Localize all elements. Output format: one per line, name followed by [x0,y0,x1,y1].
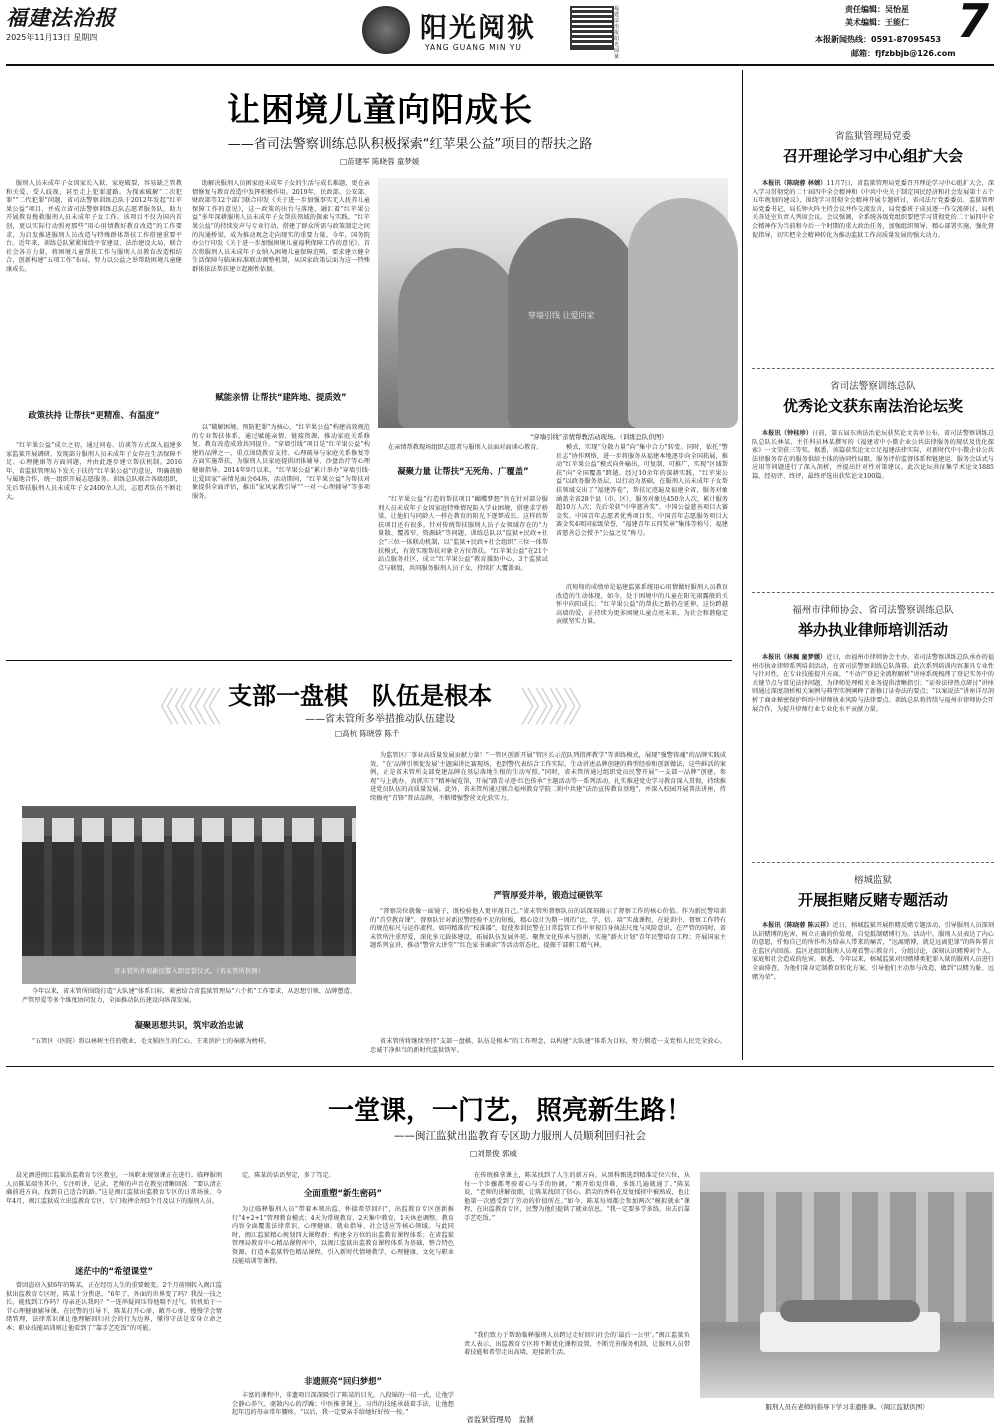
article1-photo-caption: “穿墙引线”亲情帮教活动现场。（训练总队供图） [530,433,668,441]
article2-subtitle: ——省未管所多举措推动队伍建设 [305,714,455,725]
article1-col3b: “红苹果公益”打造的帮扶项目“蝴蝶梦想”旨在针对部分服刑人员未成年子女因家庭特殊情况陷入学业困境，搭建求学桥梁，让他们与同龄人一样在教育的阳光下逐梦成长。这样的帮扶项目还有很多。针对传统帮扶服刑人员子女领域存在的“力量散、覆盖窄、资源缺”等问题，训练总队以“监狱+民政+社会”三位一体联动机制，以“监狱+民政+社会组织”三位一体帮扶模式，有效实现帮扶对象全方位帮扶。“红苹果公益”在21个站点服务社区，成立“红苹果公益”教育援助中心，3个监狱试点与联盟，共同服务服刑人员子女，持续扩大覆盖面。 [378,496,548,572]
issue-date: 2025年11月13日 星期四 [6,33,98,42]
editor-credit: 责任编辑：吴怡星 [845,5,909,14]
article1-col1b: “红苹果公益”成立之初，通过问卷、访谈等方式深入福建多家监狱开展调研，发现部分服刑人员未成年子女存在生活保障不足、心理健康等方面问题，并由此逐步建立帮扶机制。2016年，省监狱管理局下发关于扶持“红苹果公益”的意见，明确鼓励与属地合作，统一组织开展志愿服务。训练总队联合各级组织，先后帮扶服刑人员未成年子女2400余人次，志愿者队伍不断壮大。 [6,442,182,501]
hotline: 本报新闻热线：0591-87095453 [815,35,942,44]
article1-col4a: 模式，实现“分散力量”向“集中合力”转变。同时，依托“警社志”协作网络，进一步将服务从福建本地逐步向全国拓展，推动“红苹果公益”模式向外输出，可复制、可推广，实现“区域帮扶”向“全国覆盖”跨越。经过10余年的深耕实践，“红苹果公益”以政务服务基层、以行动为基础，在服刑人员未成年子女帮扶领域交出了“福建答卷”，帮扶足迹遍及福建全省，服务对象涵盖全省28个县（市、区），服务对象达450余人次，累计服务超10万人次；先后荣获“中华慈善奖”、中国公益慈善项目大赛金奖、中国青年志愿者优秀项目奖、中国青年志愿服务项目大赛金奖4项国家级荣誉，“福建青年五四奖章”集体等称号，福建省慈善总会授予“公益之星”称号。 [556,444,728,537]
article2-top-rule [6,660,732,661]
article3-col1: 晨光洒进闽江监狱出监教育专区教室，一场职业规划课正在进行。临释服刑人员陈某端坐其中，专注听讲、记录，老师的声音在教室清晰回荡：“要认清正确前进方向，找到自己适合的路。”这是闽江监狱出监教育专区的日常场景。今年4月，闽江监狱成立出监教育专区，专门收押余刑3个月及以下的服刑人员。 [6,1172,222,1205]
article3-col2a: 定，陈某的话语坚定，多了笃定。 [241,1172,335,1179]
article3-subhead-3: 非遗照亮“回归梦想” [303,1376,382,1386]
article1-col2: 助解决服刑人员困家庭未成年子女的生活与成长难题，更在亲情修复与教育改造中发挥积极作用。2019年，民政部、公安部、财政部等12个部门联合印发《关于进一步加强事实无人抚养儿童保障工作的意见》，这一政策的出台与落地，融汇着“红苹果公益”多年深耕服刑人员未成年子女帮扶领域的探索与实践。“红苹果公益”的持续发声与专业行动，搭建了群众所需与政策制定之间的沟通桥梁，成为推动观念走向现实的重要力量。今年，国务院办公厅印发《关于进一步加强困境儿童福利保障工作的意见》，首次将服刑人员未成年子女纳入困境儿童保障范畴，要求建立健全生活保障与临床标准联动调整机制，从国家政策层面为这一特殊群体依法帮扶建立起刚性依据。 [192,180,370,273]
article2-title: 支部一盘棋 队伍是根本 [228,682,492,710]
article3-photo [700,1172,994,1398]
article3-subtitle: ——闽江监狱出监教育专区助力服刑人员顺利回归社会 [394,1130,646,1142]
article2-col1b: “五管区（医院）将以林树主任的敬业、毛文韬医生的仁心、王来滨护士的奉献为榜样， [31,1038,271,1045]
photo-lying-person [780,1300,920,1322]
sidebar-title-2: 优秀论文获东南法治论坛奖 [782,397,963,415]
photo-person-left [398,248,518,428]
article2-chevrons-right: 》》》》 [520,685,596,731]
sidebar-body-3: 本报讯（林巍 童梦媛）近日，由福州市律师协会主办、省司法警察训练总队承办的福州市执业律师系列培训活动，在省司法警察训练总队落幕。此次系列培训内容兼具专业性与针对性，在专业技能提升方面，“不动产登记全流程解析”讲座系统梳理了登记实务中的关键节点与常见法律问题，为律师处理相关业务提供清晰指引；“证券法律热点研讨”讲座则通过深度剖析相关案例与典型实例阐释了新修订证券法的要点；“以案说法”讲座详尽剖析了商业秘密保护纠纷中律师执业风险与法律要点。训练总队将持续与福州市律师协会开展合作，为提升律师行业专业化水平贡献力量。 [752,654,995,713]
article3-photo-caption: 服刑人员在老师的指导下学习非遗推拿。（闽江监狱供图） [765,1403,929,1411]
article1-byline: □苗建军 陈晓蓉 童梦媛 [340,157,420,166]
article2-col2: 为监管区厂事业高质量发展贡献力量！”一管区创新开展“管区长示范队列指挥教学”等训练模式，展现“强警铸魂”的品牌实践成效。“在‘品牌引领促发展’主题演讲比赛现场，也到警代表结合工作实际，生动讲述品牌创建的典型经验和创新做法，这些鲜活的案例，正是省未管所支部党建品牌在基层落地生根的生动写照。”同时，省未管所通过组织党员民警开展“一支部一品牌”创建，参观“与上就办、真抓实干”精神展览馆，开展“踏青寻迹·红色传承”主题活动等一系列活动，扎实推进党史学习教育深入贯彻，持续推进党员队伍的高质量发展。此外，省未管所通过联合福州教育学院二附中共建“法治宣传教育基地”，并深入校园开展普法讲座，持续擦亮“青锋”普法品牌，不断增强警营文化软实力。 [370,752,726,802]
article2-col1: 今年以来，省未管所围绕打造“大队建”体系目标，紧密结合省监狱管理局“六个抓”工作要求，从思想引领、品牌塑造、严管厚爱等多个维度协同发力，全面推动队伍建设向纵深发展。 [22,988,356,1004]
sidebar-head-1 [752,128,994,166]
sidebar-head-3 [752,602,994,640]
article1-col2b: 以“破解困境、预防犯罪”为核心，“红苹果公益”构建高效规范的专业帮扶体系，通过赋能亲情、链接资源，推动家庭关系修复、教育改造成效共同提升。“穿墙引线”项目是“红苹果公益”构建的品牌之一，重点围绕教育支持、心理疏导与家庭关系修复等方面实施帮扶，为服刑人员家庭提供团体辅导、沙盘治疗等心理健康指导。2014年9月以来，“红苹果公益”累计举办“穿墙引线·让爱回家”亲情见面会64场，活动期间，“红苹果公益”为帮扶对象提供全面评估，推出“家风家教引导”“一对一心理辅导”等多项服务。 [192,424,370,500]
article2-byline: □高杭 陈晓蓉 陈千 [335,729,400,738]
email: 邮箱：fjfzbbjb@126.com [851,49,956,58]
art-editor-credit: 美术编辑：王能仁 [845,18,909,27]
qr-side-text: 福建法治报阳光阅狱 [614,6,620,60]
article1-subhead-3: 凝聚力量 让帮扶“无死角、广覆盖” [397,466,529,476]
sidebar-kicker-2: 省司法警察训练总队 [830,381,916,392]
article3-col2b: 丰富的课程中，非遗项目深深吸引了陈某的目光。八段锦的一招一式，让他学会静心养气、驱散内心的浮躁；中医推拿课上，习得的技能承载着手法，让他想起年迈的母亲常年腰疼，“以后，我一定要亲手给她好好按一按。” [232,1392,454,1417]
article1-col1: 服刑人员未成年子女因家长入狱、家庭破裂，容易缺乏管教和关爱、受人歧视，甚至走上犯罪道路。为探索破解“二次犯罪”“二代犯罪”问题，省司法警察训练总队于2012年发起“红苹果公益”项目，并成立省司法警察训练总队志愿者服务队，助力开展教育挽救服刑人员未成年子女工作。该项目不仅为国内首创，更以实际行动照亮那些“用心用情教好教育改造”的工作要求，为启发推进服刑人员改造与特殊群体帮扶工作搭建重要平台。近年来，训练总队紧紧围绕平安建设、法治建设大局，联合社会各方力量，将困境儿童帮扶工作与服刑人员教育改造相结合，创新构建“五项工作”布局，努力以公益之举帮助困境儿童健康成长。 [6,180,182,273]
article3-col2: 为让临释服刑人员“带着本领出监、怀揣希望回归”，出监教育专区创新推行“4+2+1”管理教育模式；4天为常规教育、2天集中教育，1天休息调整。教育内容全面覆盖法律常识、心理健康、就业指导、社会适应等核心领域。与此同时，闽江监狱精心规划四大课程群：构建全方位的出监教育课程体系；在省监狱管理局教育中心精品课程库中，以闽江监狱出监教育课程体系为基础，整合特色资源，打造本监狱特色精品课程，引入新时代情境教学、心理健康、文化与职业技能培训等课程。 [232,1206,454,1265]
article1-col4b: 沉甸甸的成绩单是福建监狱系统用心用情做好服刑人员教育改造的生动体现，如今，处于困境中的儿童在阳光雨露般的关怀中向阳成长；“红苹果公益”的帮扶之路仍在延伸，这份跨越高墙的爱，正持续为更多困境儿童点亮未来，为社会和谐稳定贡献坚实力量。 [556,584,728,626]
sidebar-kicker-1: 省监狱管理局党委 [834,131,911,142]
emblem-icon [362,6,410,54]
article3-byline: □刘景俊 郭威 [470,1149,517,1158]
sidebar-title-4: 开展拒赌反赌专题活动 [797,891,948,909]
article2-col2c: 省未管所将继续坚持“支部一盘棋，队伍是根本”的工作理念，以构建“大队建”体系为目标，努力锻造一支党和人民完全放心、忠诚干净担当的新时代监狱铁军。 [370,1038,726,1054]
article2-subhead-1: 凝聚思想共识，筑牢政治忠诚 [134,1020,244,1030]
sidebar-body-4: 本报讯（陈晓蓉 陈云祥）近日，榕城监狱开展拒赌反赌专题活动，引导服刑人员深刻认识赌博的危害，树立正确的价值观，自觉抵制赌博行为。活动中，服刑人员表达了内心的意愿，忏悔自己的所作所为给亲人带来的痛苦，“远离赌博，就是远离犯罪”的阵阵誓言在监区内回荡。监区还组织服刑人员观看警示教育片，分组讨论，深刻认识赌博对个人、家庭和社会造成的危害。据悉，今年以来，榕城监狱对因赌博类犯罪入狱的服刑人员进行全面排查，为他们量身定制教育转化方案，引导他们主动参与改造，做到“以赌为耻、远赌为荣”。 [752,922,995,981]
sidebar-kicker-3: 福州市律师协会、省司法警察训练总队 [792,605,954,616]
sidebar-sep-2 [752,592,994,593]
photo-person-right [628,198,738,428]
masthead [0,0,1000,66]
page-number: 7 [957,0,990,48]
photo-officer-row [22,836,356,956]
article1-subhead-2: 赋能亲情 让帮扶“建阵地、提质效” [215,392,347,402]
sidebar-body-1: 本报讯（陈晓蓉 林婧）11月7日，省监狱管理局党委召开理论学习中心组扩大会，深入学习贯彻党的二十届四中全会精神和《中共中央关于制定国民经济和社会发展第十五个五年规划的建议》，围绕学习贯彻全会精神开展专题研讨，省司法厅党委委员、监狱管理局党委书记、局长钟火阵主持会议并作交流发言，局党委班子成员逐一作交流研讨，局机关各处室负责人列席会议。会议强调，全系统各级党组织要把学习贯彻党的二十届四中全会精神作为当前和今后一个时期的重大政治任务，加强组织领导，精心部署实施，强化督促指导，切实把全会精神转化为推动监狱工作高质量发展的强大动力。 [752,180,995,239]
paper-name-logo: 福建法治报 [6,5,116,30]
article2-chevrons-left: 《《《《 [140,685,216,731]
section-title: 阳光阅狱 [420,13,536,44]
article1-title: 让困境儿童向阳成长 [227,90,533,129]
article2-col2b: “督察岗位就像一面镜子，既检验他人更审视自己。”省未管所督察队员的话深刻揭示了督察工作的核心价值。作为新民警培训的“首堂教育课”，督察队针对新民警经验不足的短板，精心设计为期一周的“比、学、倍、培”实战课程，在轮训中，督察工作特有的规范标尺与运作流程，如同精准的“校准器”，促使参训民警在日常监管工作中审视自身执法尺度与风险意识。在严管的同时，省未管所注重厚爱，深化多元载体建设，拓展队伍发展外延。聚焦文化传承与创新，实施“薪火计划”青年民警培育工程；开展国家主题系列宣讲，推动“警营大讲堂”“红色家书诵读”等活动常态化，提振干部职工精气神。 [370,908,726,950]
photo-person-center [508,218,638,428]
footer-supervisor: 省监狱管理局 监制 [466,1415,534,1424]
sidebar-sep-1 [752,368,994,369]
sidebar-title-3: 举办执业律师培训活动 [797,621,948,639]
qr-code[interactable] [570,6,614,50]
photo-vest-text: 穿墙引线 让爱回家 [528,311,595,320]
article3-title: 一堂课，一门艺，照亮新生路！ [327,1096,692,1126]
article3-subhead-2: 全面重塑“新生密码” [303,1188,382,1198]
article2-photo-caption: 省未管所开展新民警入职宣誓仪式。（省未管所供图） [113,967,265,975]
sidebar-head-2 [752,378,994,416]
article3-col3: 在传统推拿课上，陈某找到了人生的新方向。从黑科甄选到精准定位穴位，从每一个步骤都考验着心与手的协调。“刚开始觉得难，多练几遍就通了。”陈某说，“老师的讲解很细，让陈某找回了信心。指尖的香料在反复揉搓中被熟成，也让他第一次感受到了劳动的价值所在。”如今，陈某每周都会参加两次“模拟就业”课程，在出监教育专区，民警为他们提供了就业信息。“我一定要多学多练，出去后靠手艺吃饭。” [464,1172,690,1222]
photo-officer-caps [22,818,356,842]
article3-col1b: 曾因盗窃入狱6年的陈某，正在经历人生的重要蜕变。2个月前刚转入闽江监狱出监教育专区时，陈某十分焦虑，“6年了，外面的世界变了吗？我没一技之长，能找到工作吗？母亲还认我吗？”一连串疑问压得他喘不过气。转机始于一节心理健康辅导课。在民警的引导下，陈某打开心扉、敞开心扉，慢慢学会情绪管理，法律常识课让他理解回归社会的行为边界，懂得守法是安身立命之本；职业技能培训则让他看到了“靠手艺吃饭”的可能。 [6,1282,222,1332]
article1-photo [378,178,728,428]
sidebar-kicker-4: 榕城监狱 [853,875,892,886]
section-pinyin: YANG GUANG MIN YU [425,43,522,52]
sidebar-head-4 [752,872,994,910]
article1-subtitle: ——省司法警察训练总队积极探索“红苹果公益”项目的帮扶之路 [227,137,593,152]
sidebar-sep-3 [752,862,994,863]
article3-subhead-1: 迷茫中的“希望课堂” [74,1266,153,1276]
article1-subhead-1: 政策扶持 让帮扶“更精准、有温度” [28,410,160,420]
masthead-rule [6,64,994,66]
article2-photo [22,806,356,984]
article3-top-rule [6,1066,994,1067]
sidebar-title-1: 召开理论学习中心组扩大会 [782,147,963,165]
sidebar-body-2: 本报讯（钟桂珍）日前，第五届东南法治论坛获奖论文名单公布，省司法警察训练总队总队长林某、主任科员林某撰写的《福建省中小微企业公共法律服务的现状及优化探索》一文荣获三等奖。据悉，该篇获奖论文立足福建法律实际，对新时代中小微企业公共法律服务存在的服务供给主体的协同性局限、服务评价监督体系和链建运、服务会话式与应用等问题进行了深入剖析，并提出针对性对策建议。此次论坛共征集学术论文1885篇，经初评、终评，最终评选出获奖论文100篇。 [752,430,995,480]
article1-col3a: 在亲情帮教现场组织志愿者与服刑人员面对面谈心教育。 [387,444,543,451]
article2-subhead-2: 严管厚爱并举，锻造过硬铁军 [493,890,603,900]
sidebar-divider [742,70,743,1060]
article3-col3b: “我们致力于帮助临释服刑人员跨过走好回归社会的‘最后一公里’。”闽江监狱负责人表示，出监教育专区将不断优化课程设置，不断完善服务机制，让服刑人员带着技能和希望走出高墙，迎接新生活。 [464,1332,690,1357]
